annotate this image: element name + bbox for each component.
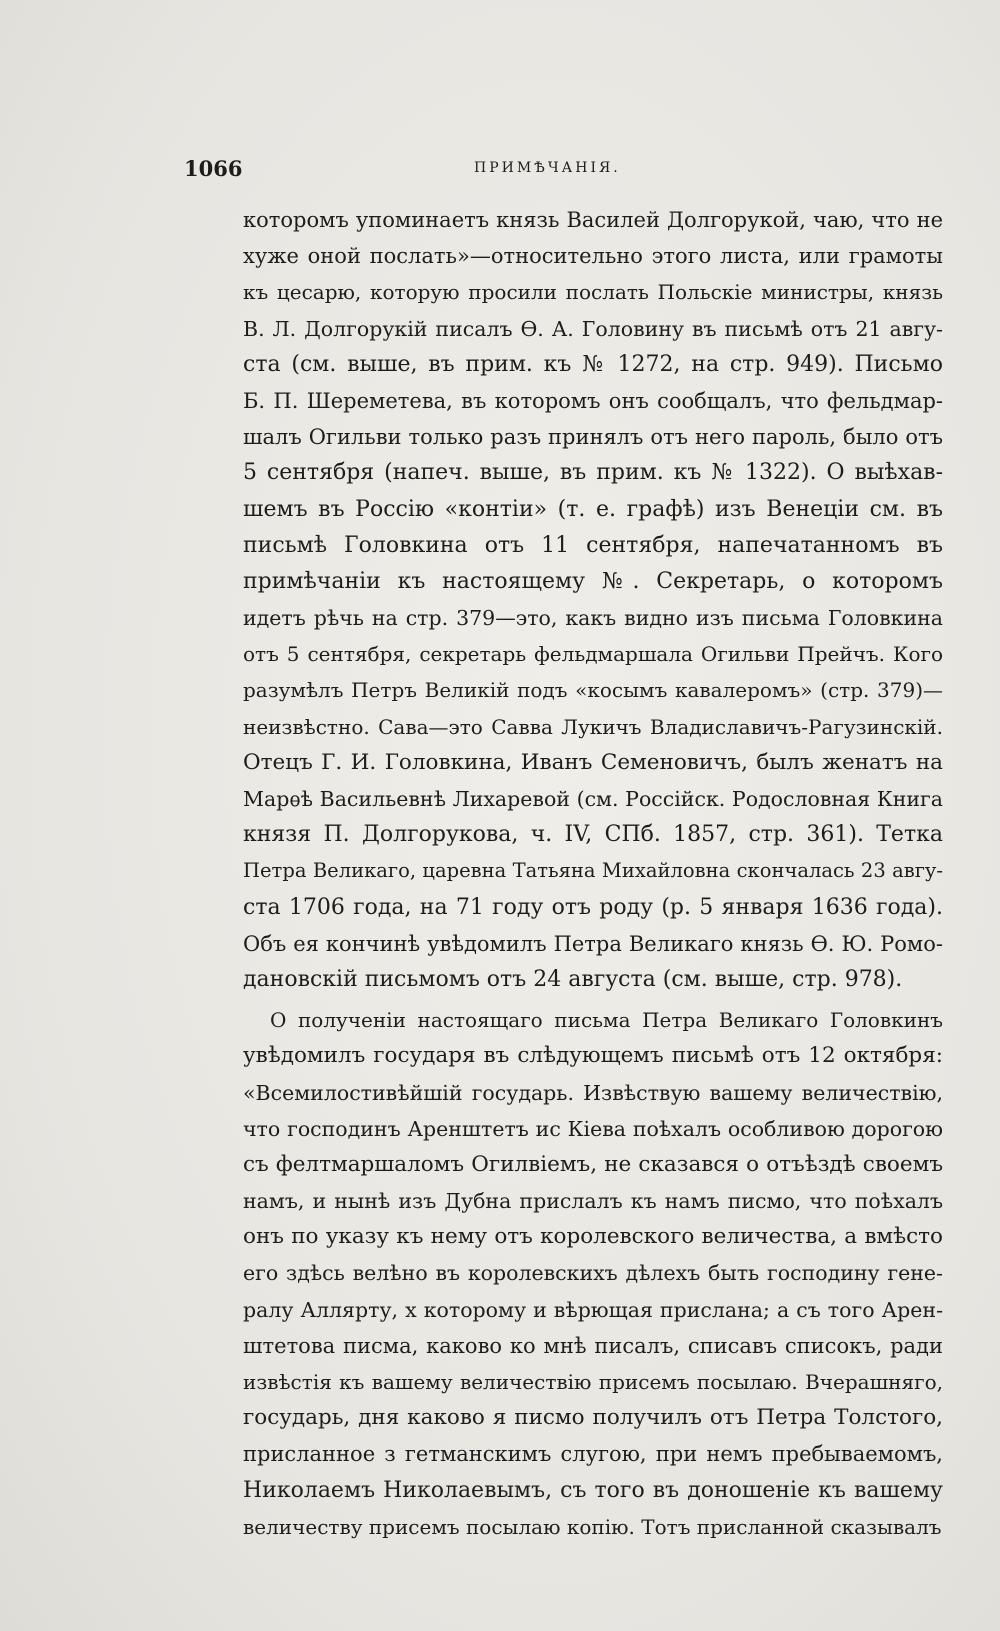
text-line: Объ ея кончинѣ увѣдомилъ Петра Великаго князь Ѳ. Ю. Ромо- xyxy=(243,931,943,956)
body-text xyxy=(243,202,943,1545)
text-line: шалъ Огильви только разъ принялъ отъ него пароль, было отъ xyxy=(243,425,943,450)
text-line: величеству присемъ посылаю копію. Тотъ присланной сказывалъ xyxy=(243,1514,942,1539)
text-line: его здѣсь велѣно въ королевскихъ дѣлехъ быть господину гене- xyxy=(243,1261,943,1286)
text-line: ралу Аллярту, х которому и вѣрющая прислана; а съ того Арен- xyxy=(243,1297,943,1322)
paragraph-1 xyxy=(243,202,943,998)
text-line: «Всемилостивѣйшій государь. Извѣствую вашему величествію, xyxy=(243,1080,943,1105)
page-header xyxy=(184,156,939,186)
text-line: присланное з гетманскимъ слугою, при немъ пребываемомъ, xyxy=(243,1442,943,1467)
text-line: 5 сентября (напеч. выше, въ прим. къ № 1322). О выѣхав- xyxy=(243,460,943,486)
text-line: письмѣ Головкина отъ 11 сентября, напечатанномъ въ xyxy=(243,532,943,558)
text-line: къ цесарю, которую просили послать Польскіе министры, князь xyxy=(243,280,943,305)
text-line: намъ, и нынѣ изъ Дубна прислалъ къ намъ писмо, что поѣхалъ xyxy=(243,1189,943,1214)
text-line: примѣчаніи къ настоящему №. Секретарь, о которомъ xyxy=(243,568,943,594)
text-line: которомъ упоминаетъ князь Василей Долгорукой, чаю, что не xyxy=(243,208,943,232)
text-line: В. Л. Долгорукій писалъ Ѳ. А. Головину въ письмѣ отъ 21 авгу- xyxy=(243,316,943,341)
text-line: разумѣлъ Петръ Великій подъ «косымъ кавалеромъ» (стр. 379)— xyxy=(243,678,943,703)
text-line: ста (см. выше, въ прим. къ № 1272, на стр. 949). Письмо xyxy=(243,351,943,377)
text-line: Петра Великаго, царевна Татьяна Михайловна скончалась 23 авгу- xyxy=(243,859,943,883)
text-line: шемъ въ Россію «контіи» (т. е. графѣ) изъ Венеціи см. въ xyxy=(243,496,943,522)
text-line: онъ по указу къ нему отъ королевского величества, а вмѣсто xyxy=(243,1224,943,1250)
text-line: увѣдомилъ государя въ слѣдующемъ письмѣ отъ 12 октября: xyxy=(243,1043,943,1069)
text-line: отъ 5 сентября, секретарь фельдмаршала Огильви Прейчъ. Кого xyxy=(243,642,943,667)
text-line: князя П. Долгорукова, ч. IV, СПб. 1857, стр. 361). Тетка xyxy=(243,822,943,848)
text-line: хуже оной послать»—относительно этого листа, или грамоты xyxy=(243,244,943,269)
text-line: ста 1706 года, на 71 году отъ роду (р. 5 января 1636 года). xyxy=(243,894,943,920)
running-title: ПРИМѢЧАНІЯ. xyxy=(474,160,621,176)
text-line: штетова писма, каково ко мнѣ писалъ, списавъ списокъ, ради xyxy=(243,1333,943,1358)
text-line: съ фелтмаршаломъ Огилвіемъ, не сказався о отъѣздѣ своемъ xyxy=(243,1151,943,1177)
text-line: идетъ рѣчь на стр. 379—это, какъ видно изъ письма Головкина xyxy=(243,606,943,631)
text-line: Отецъ Г. И. Головкина, Иванъ Семеновичъ, былъ женатъ на xyxy=(243,749,943,775)
text-line: Николаемъ Николаевымъ, съ того въ доношеніе къ вашему xyxy=(243,1477,943,1503)
text-line: государь, дня каково я писмо получилъ отъ Петра Толстого, xyxy=(243,1405,943,1431)
text-line: неизвѣстно. Сава—это Савва Лукичъ Владиславичъ-Рагузинскій. xyxy=(243,714,943,739)
text-line: О полученіи настоящаго письма Петра Великаго Головкинъ xyxy=(270,1008,943,1033)
text-line: Марѳѣ Васильевнѣ Лихаревой (см. Россійск. Родословная Книга xyxy=(243,787,943,811)
text-line: извѣстія къ вашему величествію присемъ посылаю. Вчерашняго, xyxy=(243,1370,943,1394)
text-line: дановскій письмомъ отъ 24 августа (см. выше, стр. 978). xyxy=(243,966,903,992)
paragraph-2 xyxy=(243,1002,943,1545)
text-line: Б. П. Шереметева, въ которомъ онъ сообщалъ, что фельдмар- xyxy=(243,388,943,413)
text-line: что господинъ Аренштетъ ис Кіева поѣхалъ особливою дорогою xyxy=(243,1116,943,1141)
page-number: 1066 xyxy=(184,156,243,181)
